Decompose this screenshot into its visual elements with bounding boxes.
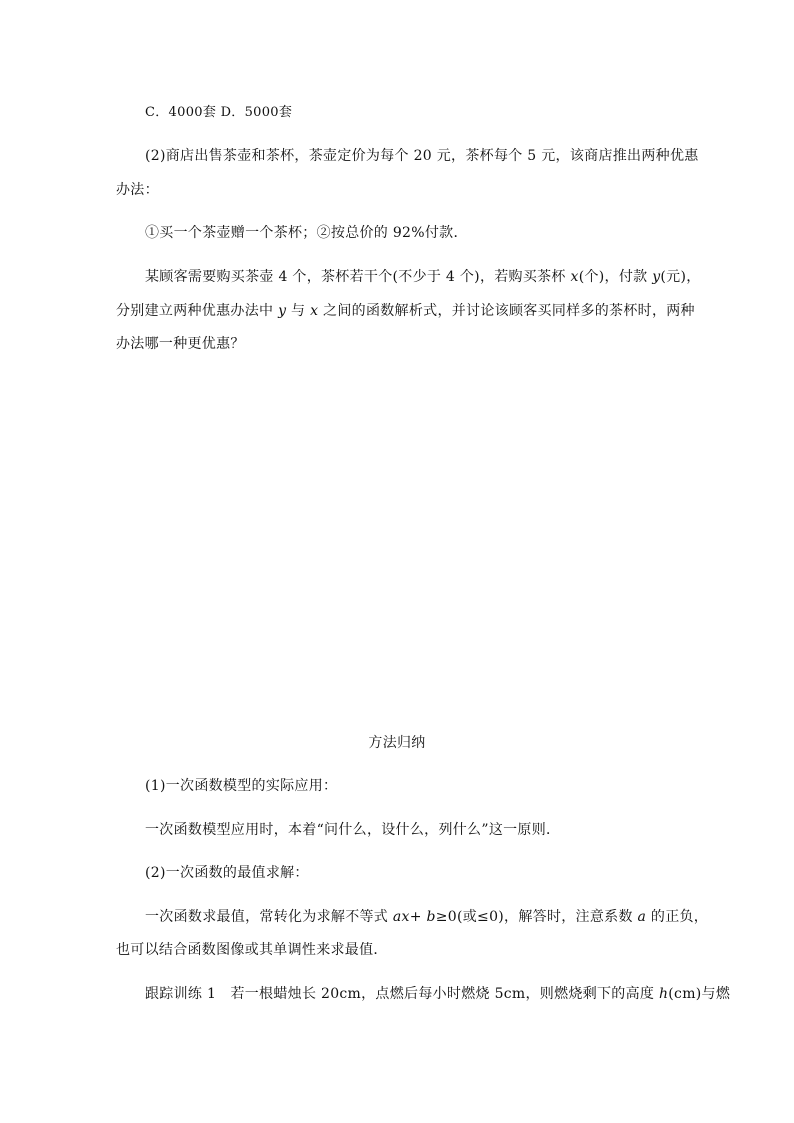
summary-point-2-body-line-2: 也可以结合函数图像或其单调性来求最值．	[116, 942, 388, 958]
question-line-1	[145, 267, 701, 287]
exercise-1-text-a: 跟踪训练 1 若一根蜡烛长 20cm，点燃后每小时燃烧 5cm，则燃烧剩下的高度	[145, 986, 659, 1002]
variable-y: y	[652, 269, 661, 285]
question-line-2-text-b: 与	[286, 303, 311, 319]
exercise-1-line	[145, 984, 730, 1004]
answer-options-c-d: C．4000套 D．5000套	[145, 105, 293, 120]
summary-point-2-body-line-1	[145, 907, 708, 927]
summary-point-2-text-c: 的正负，	[646, 909, 709, 925]
question-line-2	[116, 301, 695, 321]
question-line-2-text-a: 分别建立两种优惠办法中	[116, 303, 279, 319]
problem-2-line-1: (2)商店出售茶壶和茶杯，茶壶定价为每个 20 元，茶杯每个 5 元，该商店推出两种优惠	[145, 148, 699, 164]
summary-point-1-body: 一次函数模型应用时，本着“问什么，设什么，列什么”这一原则．	[145, 822, 561, 838]
variable-h: h	[658, 986, 669, 1002]
summary-point-1-heading: (1)一次函数模型的实际应用：	[145, 778, 338, 794]
summary-point-2-heading: (2)一次函数的最值求解：	[145, 865, 309, 881]
expression-ax: ax	[392, 909, 410, 925]
discount-methods: ①买一个茶壶赠一个茶杯；②按总价的 92%付款．	[145, 225, 468, 241]
problem-2-line-2: 办法：	[116, 182, 159, 198]
question-line-3: 办法哪一种更优惠？	[116, 336, 245, 352]
variable-x: x	[570, 269, 579, 285]
section-title-method-summary: 方法归纳	[368, 735, 426, 751]
variable-x: x	[310, 303, 319, 319]
question-line-1-text-a: 某顾客需要购买茶壶 4 个，茶杯若干个(不少于 4 个)，若购买茶杯	[145, 269, 571, 285]
expression-b: b	[426, 909, 436, 925]
variable-y: y	[278, 303, 287, 319]
question-line-1-text-b: (个)，付款	[578, 269, 653, 285]
question-line-2-text-c: 之间的函数解析式，并讨论该顾客买同样多的茶杯时，两种	[318, 303, 695, 319]
summary-point-2-text-a: 一次函数求最值，常转化为求解不等式	[145, 909, 393, 925]
plus-sign: +	[409, 909, 427, 925]
summary-point-2-text-b: ≥0(或≤0)，解答时，注意系数	[435, 909, 638, 925]
coefficient-a: a	[637, 909, 647, 925]
exercise-1-text-b: (cm)与燃	[668, 986, 731, 1002]
question-line-1-text-c: (元)，	[660, 269, 701, 285]
